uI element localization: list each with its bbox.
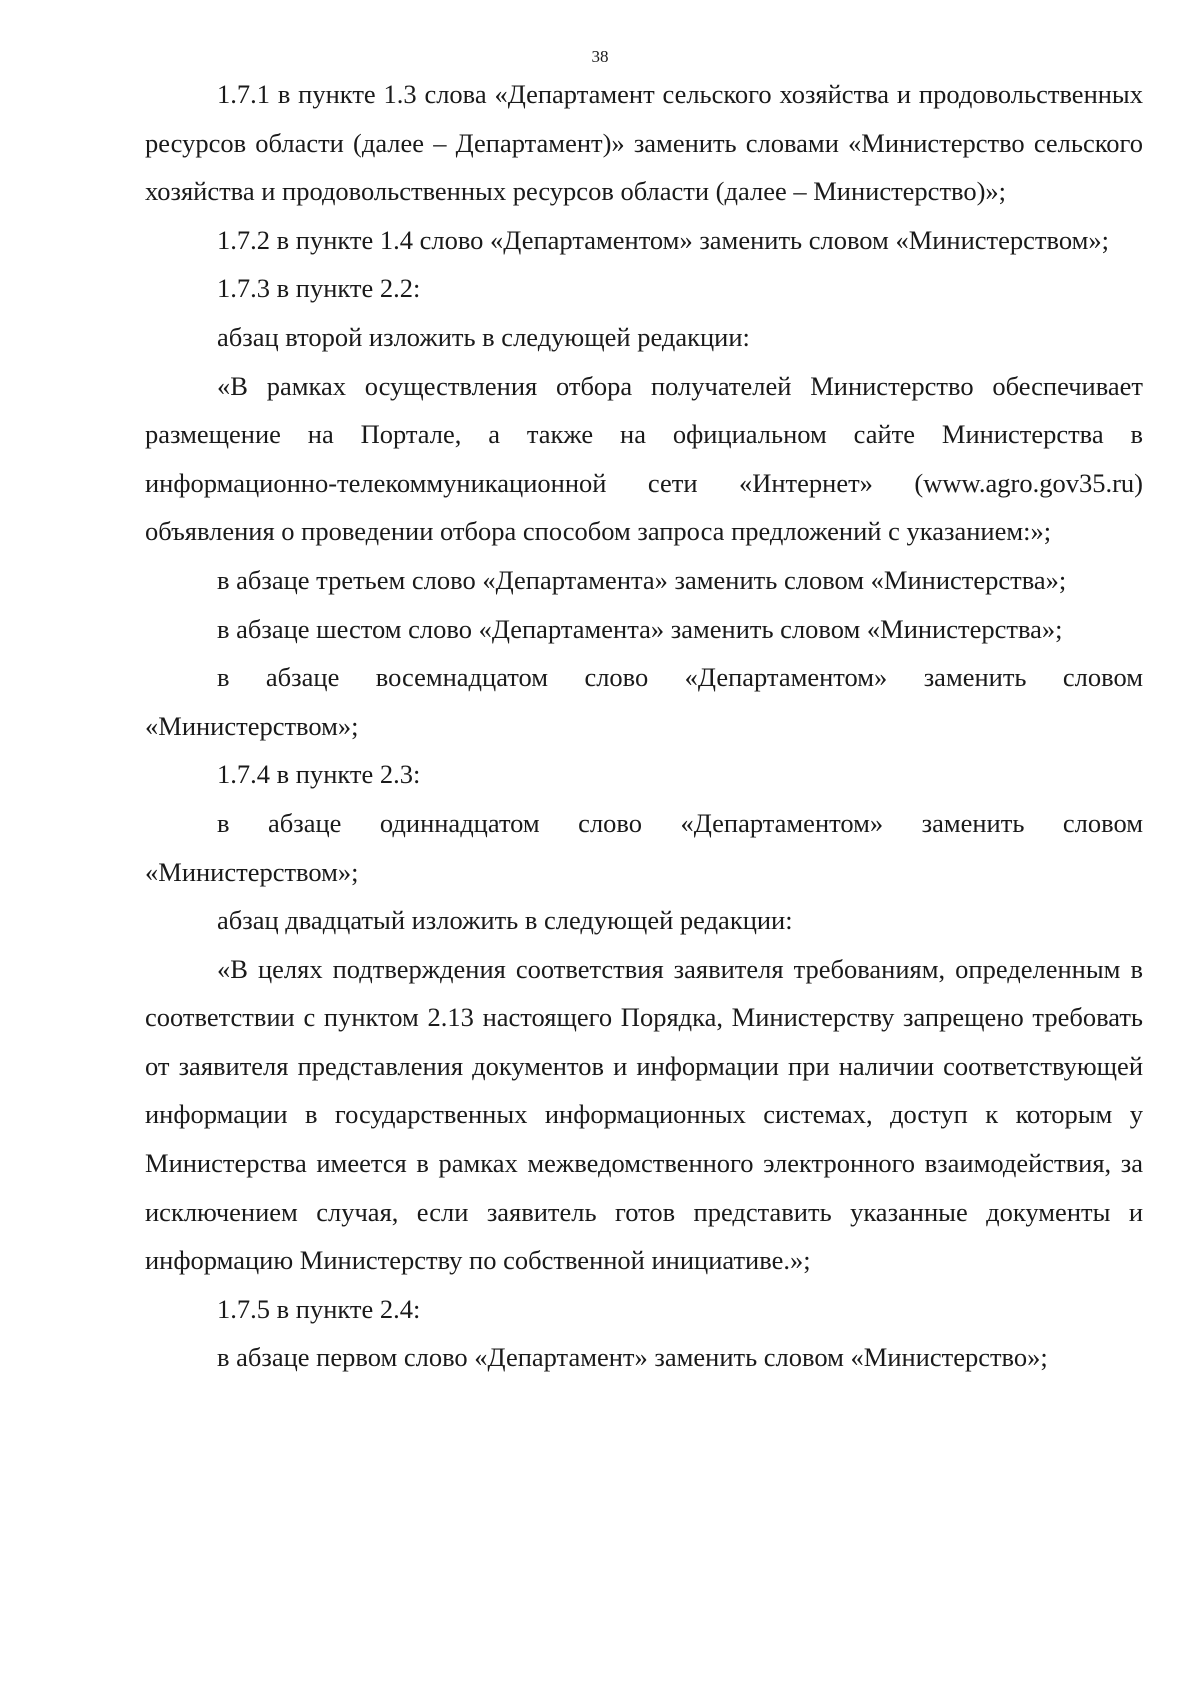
- paragraph-abzac-vtoroy: абзац второй изложить в следующей редакции:: [217, 321, 750, 352]
- paragraph-1-7-5-heading: 1.7.5 в пункте 2.4:: [217, 1293, 421, 1324]
- paragraph-quote-otbor: «В рамках осуществления отбора получателей Министерство обеспечивает размещение на Портале, а также на официальном сайте Министерства в информационно-телекоммуникационной сети «Интернет» (www.agro.gov35.ru) объявления о проведении отбора способом запроса предложений с указанием:»;: [145, 370, 1143, 547]
- paragraph-1-7-3-heading: 1.7.3 в пункте 2.2:: [217, 273, 421, 304]
- paragraph-1-7-1: 1.7.1 в пункте 1.3 слова «Департамент сельского хозяйства и продовольственных ресурсов области (далее – Департамент)» заменить словами «Министерство сельского хозяйства и продовольственных ресурсов области (далее – Министерство)»;: [145, 79, 1143, 207]
- paragraph-abzac-dvadcatyy: абзац двадцатый изложить в следующей редакции:: [217, 905, 793, 936]
- paragraph-1-7-2: 1.7.2 в пункте 1.4 слово «Департаментом» заменить словом «Министерством»;: [217, 224, 1109, 255]
- paragraph-abzac-shestoy: в абзаце шестом слово «Департамента» заменить словом «Министерства»;: [217, 613, 1063, 644]
- paragraph-abzac-tretiy: в абзаце третьем слово «Департамента» заменить словом «Министерства»;: [217, 564, 1067, 595]
- paragraph-abzac-vosemnadcatyy: в абзаце восемнадцатом слово «Департаментом» заменить словом «Министерством»;: [145, 662, 1143, 741]
- paragraph-1-7-4-heading: 1.7.4 в пункте 2.3:: [217, 759, 421, 790]
- page-number: 38: [591, 47, 609, 66]
- paragraph-abzac-odinnadcatyy: в абзаце одиннадцатом слово «Департаментом» заменить словом «Министерством»;: [145, 807, 1143, 887]
- paragraph-quote-podtverzhdenie: «В целях подтверждения соответствия заявителя требованиям, определенным в соответствии с пунктом 2.13 настоящего Порядка, Министерству запрещено требовать от заявителя представления документов и информации при наличии соответствующей информации в государственных информационных системах, доступ к которым у Министерства имеется в рамках межведомственного электронного взаимодействия, за исключением случая, если заявитель готов представить указанные документы и информацию Министерству по собственной инициативе.»;: [145, 953, 1143, 1276]
- document-body: [145, 70, 1143, 1382]
- paragraph-abzac-pervyy: в абзаце первом слово «Департамент» заменить словом «Министерство»;: [217, 1342, 1048, 1373]
